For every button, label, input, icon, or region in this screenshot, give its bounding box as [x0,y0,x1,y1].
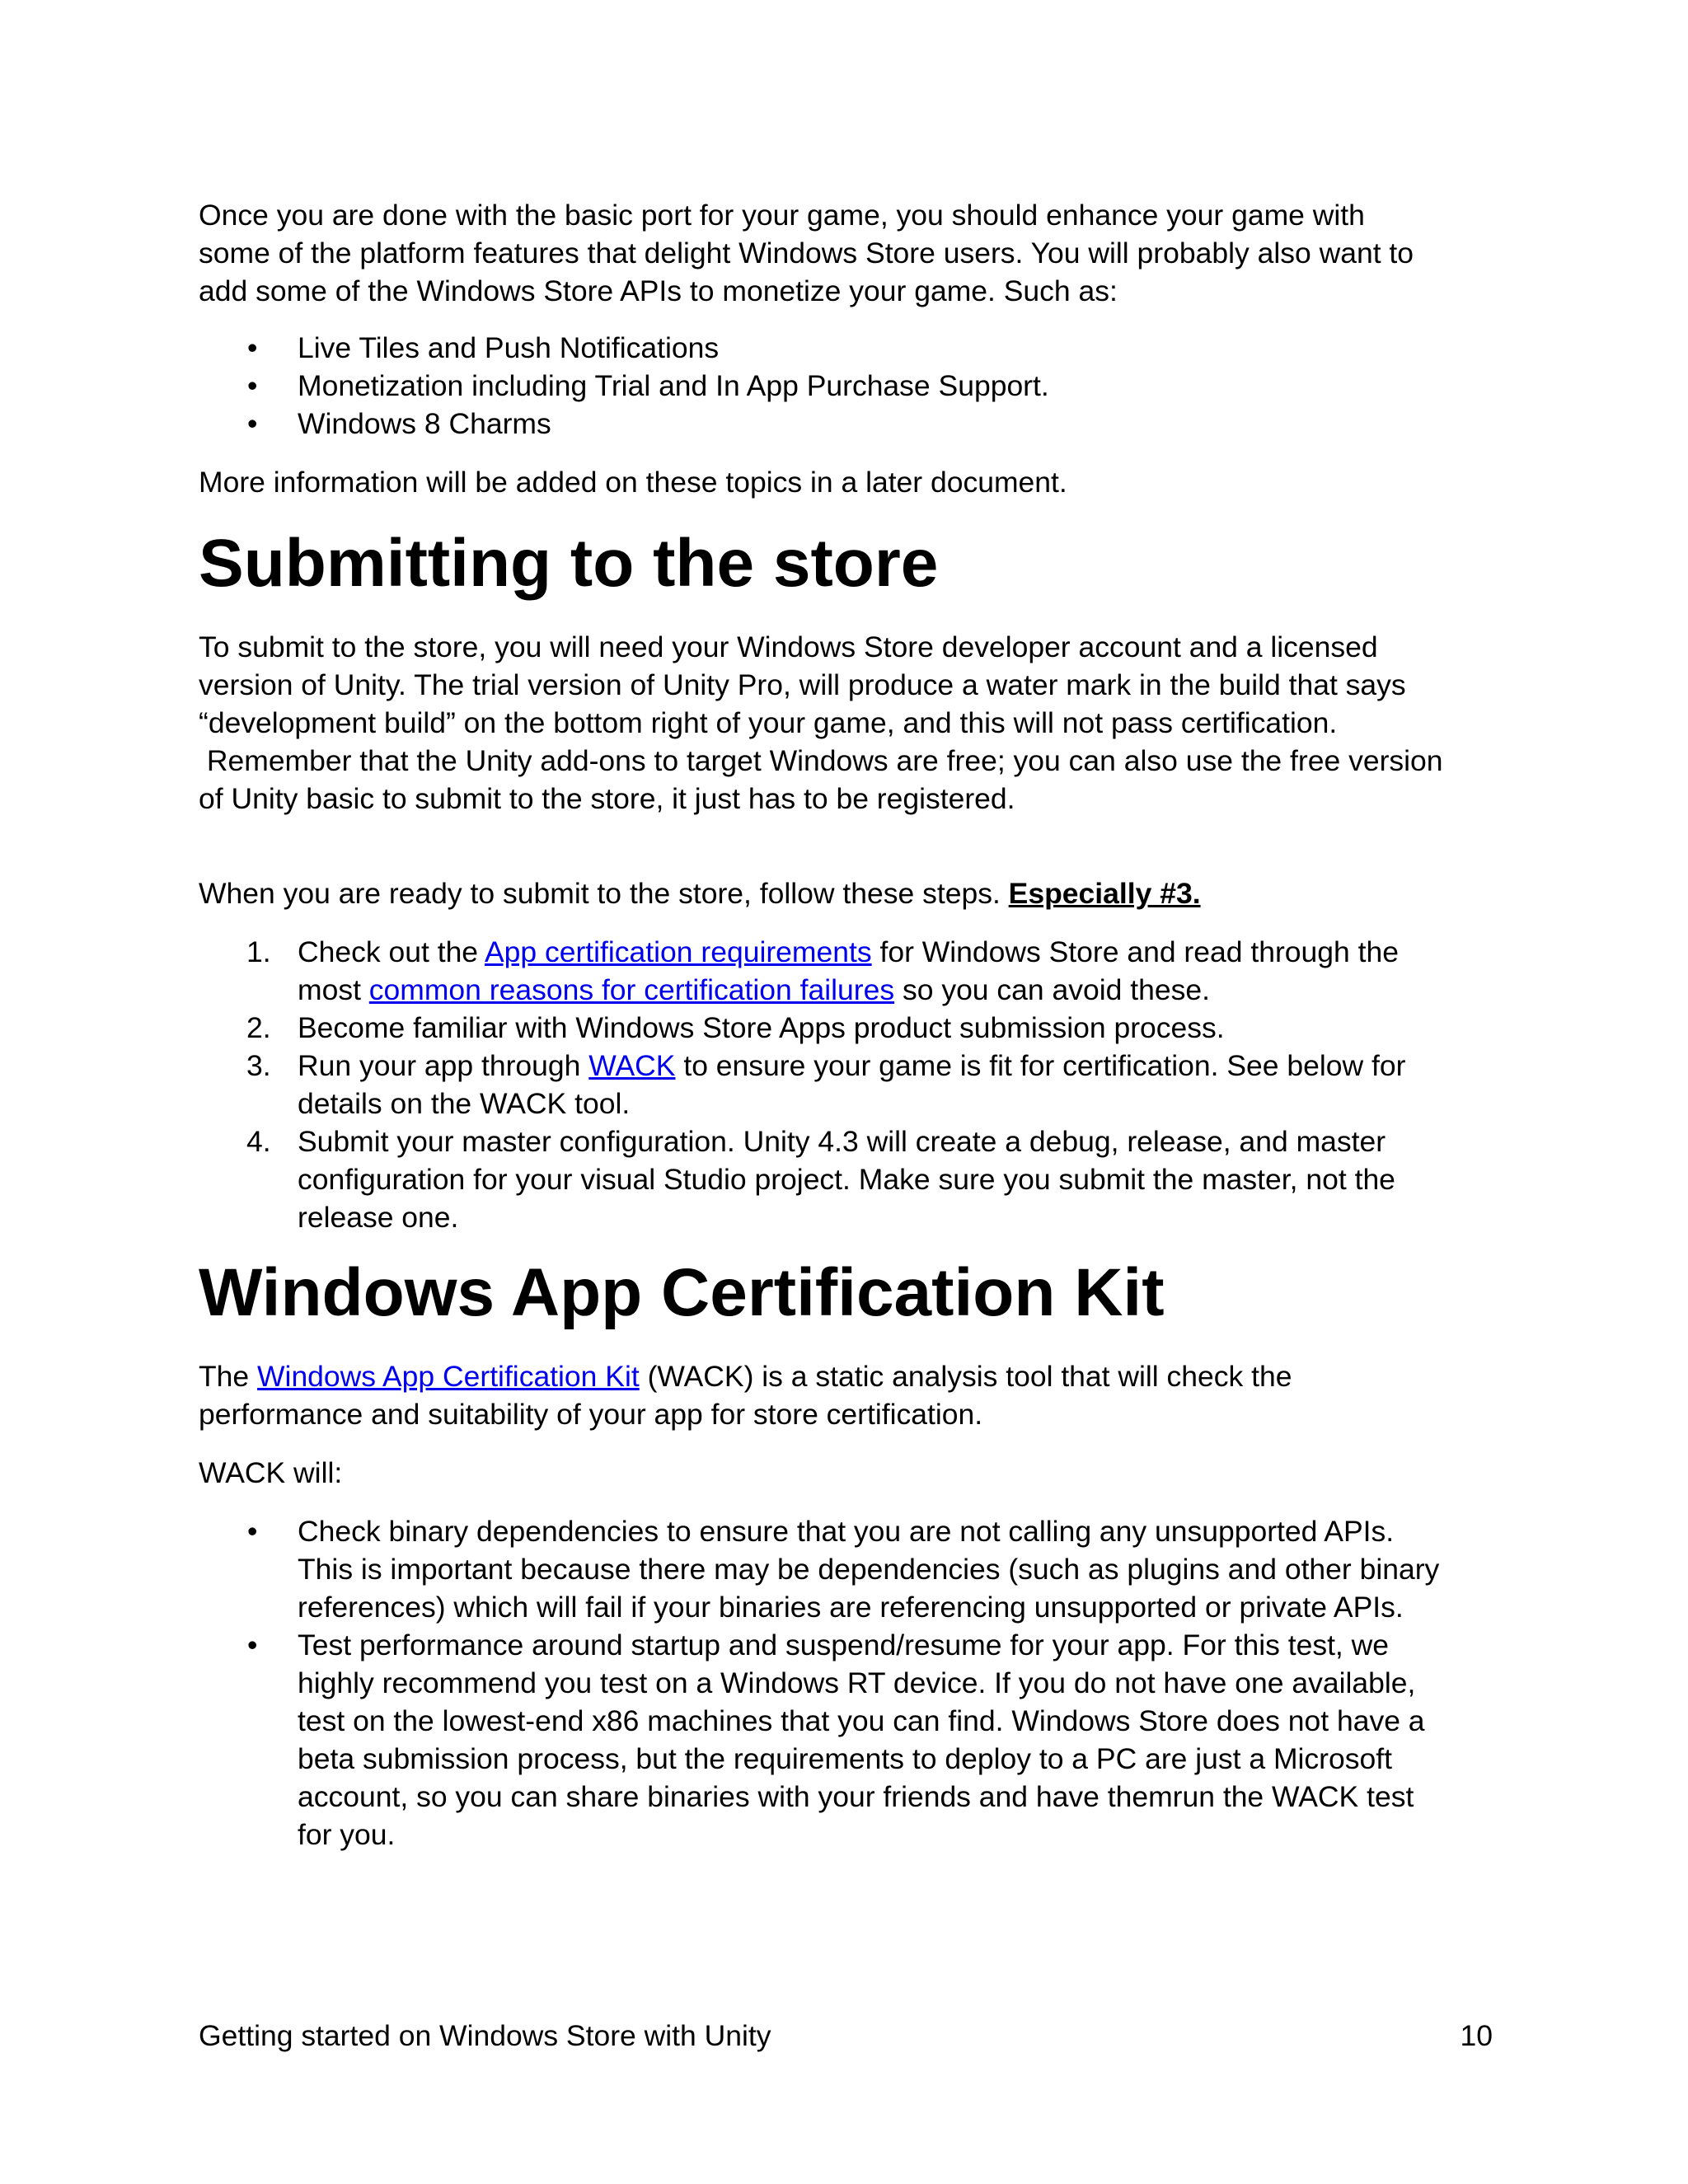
intro-line: some of the platform features that delight Windows Store users. You will probably also want to [199,237,1414,269]
cert-failures-link[interactable]: common reasons for certification failures [368,973,895,1006]
list-item: • Check binary dependencies to ensure that you are not calling any unsupported APIs. This is important because there may be dependencies (such as plugins and other binary references) which will fail if your binaries are referencing unsupported or private APIs. [199,1512,1493,1626]
page-footer [199,2017,1493,2055]
ready-paragraph: When you are ready to submit to the store, follow these steps. Especially #3. [199,877,1201,910]
emphasis-text: Especially #3. [1008,877,1201,910]
footer-title: Getting started on Windows Store with Unity [199,2019,771,2052]
step-item: 3. Run your app through WACK to ensure your game is fit for certification. See below for details on the WACK tool. [199,1047,1493,1122]
app-cert-requirements-link[interactable]: App certification requirements [484,935,872,968]
bullet-icon: • [247,369,258,402]
step-number: 4. [246,1125,271,1158]
submit-paragraph: To submit to the store, you will need your Windows Store developer account and a licensed version of Unity. The trial version of Unity Pro, will produce a water mark in the build that says “development build” on the bottom right of your game, and this will not pass certification. Remember that the Unity add-ons to target Windows are free; you can also use the free version of Unity basic to submit to the store, it just has to be registered. [199,630,1443,815]
bullet-icon: • [247,407,258,440]
list-item: • Test performance around startup and suspend/resume for your app. For this test, we highly recommend you test on a Windows RT device. If you do not have one available, test on the lowest-end x86 machines that you can find. Windows Store does not have a beta submission process, but the requirements to deploy to a PC are just a Microsoft account, so you can share binaries with your friends and have themrun the WACK test for you. [199,1626,1493,1854]
intro-line: Once you are done with the basic port for your game, you should enhance your game with [199,199,1365,232]
intro-paragraph [199,196,1493,310]
features-list [199,329,1493,443]
step-item: 4. Submit your master configuration. Unity 4.3 will create a debug, release, and master configuration for your visual Studio project. Make sure you submit the master, not the release one. [199,1122,1493,1236]
wack-link[interactable]: WACK [588,1049,676,1082]
list-item: • Windows 8 Charms [199,405,1493,443]
step-number: 1. [246,935,271,968]
step-number: 3. [246,1049,271,1082]
step-number: 2. [246,1011,271,1044]
step-item: 2. Become familiar with Windows Store Apps product submission process. [199,1009,1493,1047]
list-item: • Monetization including Trial and In App Purchase Support. [199,367,1493,405]
step-item: 1. Check out the App certification requirements for Windows Store and read through the most common reasons for certification failures so you can avoid these. [199,933,1493,1009]
bullet-icon: • [247,1515,258,1548]
list-item: • Live Tiles and Push Notifications [199,329,1493,367]
bullet-icon: • [247,331,258,364]
document-page [199,196,1493,1854]
submission-steps [199,933,1493,1236]
more-info-text: More information will be added on these topics in a later document. [199,466,1067,499]
wack-kit-link[interactable]: Windows App Certification Kit [257,1360,640,1393]
heading-submitting: Submitting to the store [199,526,939,601]
page-number: 10 [1460,2019,1493,2052]
intro-line: add some of the Windows Store APIs to monetize your game. Such as: [199,274,1118,307]
wack-will-text: WACK will: [199,1456,343,1489]
wack-intro-paragraph: The Windows App Certification Kit (WACK) is a static analysis tool that will check the performance and suitability of your app for store certification. [199,1360,1292,1431]
wack-features-list [199,1512,1493,1854]
bullet-icon: • [247,1629,258,1661]
heading-wack: Windows App Certification Kit [199,1255,1165,1330]
